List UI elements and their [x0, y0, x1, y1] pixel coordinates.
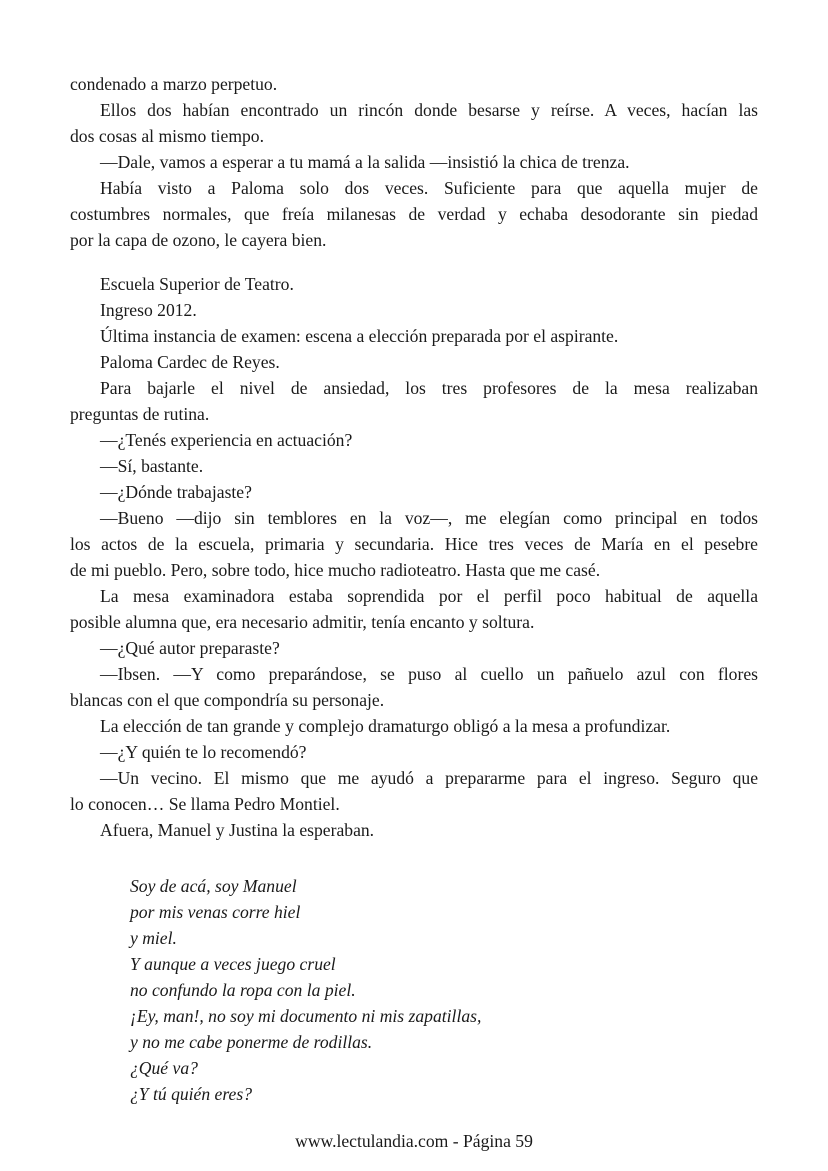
paragraph: [70, 427, 758, 453]
section-one: [70, 71, 758, 253]
text-line: de mi pueblo. Pero, sobre todo, hice mucho radioteatro. Hasta que me casé.: [70, 560, 601, 580]
section-break: [70, 253, 758, 271]
poem-line: Soy de acá, soy Manuel: [130, 876, 297, 896]
paragraph: [70, 149, 758, 175]
paragraph: [70, 713, 758, 739]
page-body: [70, 71, 758, 1107]
poem-line: ¡Ey, man!, no soy mi documento ni mis zapatillas,: [130, 1006, 482, 1026]
text-line: —Ibsen. —Y como preparándose, se puso al cuello un pañuelo azul con flores: [100, 664, 758, 684]
text-line: Paloma Cardec de Reyes.: [100, 352, 280, 372]
paragraph: [70, 479, 758, 505]
text-line: Para bajarle el nivel de ansiedad, los tres profesores de la mesa realizaban: [100, 378, 758, 398]
poem-line: por mis venas corre hiel: [130, 902, 301, 922]
paragraph: [70, 375, 758, 427]
section-two: [70, 271, 758, 843]
text-line: Última instancia de examen: escena a elección preparada por el aspirante.: [100, 326, 619, 346]
poem-line: y no me cabe ponerme de rodillas.: [130, 1032, 373, 1052]
poem-line: Y aunque a veces juego cruel: [130, 954, 336, 974]
text-line: Había visto a Paloma solo dos veces. Suficiente para que aquella mujer de: [100, 178, 758, 198]
text-line: —¿Dónde trabajaste?: [100, 482, 252, 502]
paragraph: [70, 739, 758, 765]
paragraph: [70, 635, 758, 661]
text-line: por la capa de ozono, le cayera bien.: [70, 230, 327, 250]
text-line: lo conocen… Se llama Pedro Montiel.: [70, 794, 340, 814]
text-line: costumbres normales, que freía milanesas de verdad y echaba desodorante sin piedad: [70, 204, 758, 224]
text-line: —Bueno —dijo sin temblores en la voz—, me elegían como principal en todos: [100, 508, 758, 528]
text-line: los actos de la escuela, primaria y secundaria. Hice tres veces de María en el pesebre: [70, 534, 758, 554]
text-line: —Un vecino. El mismo que me ayudó a prepararme para el ingreso. Seguro que: [100, 768, 758, 788]
paragraph: [70, 765, 758, 817]
paragraph: [70, 817, 758, 843]
paragraph: [70, 175, 758, 253]
paragraph: [70, 453, 758, 479]
text-line: dos cosas al mismo tiempo.: [70, 126, 265, 146]
text-line: —Dale, vamos a esperar a tu mamá a la salida —insistió la chica de trenza.: [100, 152, 630, 172]
paragraph: [70, 583, 758, 635]
paragraph: [70, 71, 758, 97]
text-line: —Sí, bastante.: [100, 456, 204, 476]
text-line: Ellos dos habían encontrado un rincón donde besarse y reírse. A veces, hacían las: [100, 100, 758, 120]
paragraph: [70, 349, 758, 375]
page-footer: www.lectulandia.com - Página 59: [295, 1131, 533, 1151]
poem: [70, 873, 758, 1107]
text-line: La elección de tan grande y complejo dramaturgo obligó a la mesa a profundizar.: [100, 716, 671, 736]
paragraph: [70, 661, 758, 713]
text-line: La mesa examinadora estaba soprendida por el perfil poco habitual de aquella: [100, 586, 758, 606]
text-line: Escuela Superior de Teatro.: [100, 274, 294, 294]
poem-line: y miel.: [130, 928, 177, 948]
text-line: —¿Y quién te lo recomendó?: [100, 742, 307, 762]
text-line: Afuera, Manuel y Justina la esperaban.: [100, 820, 375, 840]
text-line: blancas con el que compondría su personaje.: [70, 690, 385, 710]
text-line: preguntas de rutina.: [70, 404, 210, 424]
text-line: —¿Qué autor preparaste?: [100, 638, 280, 658]
text-line: Ingreso 2012.: [100, 300, 197, 320]
text-line: condenado a marzo perpetuo.: [70, 74, 278, 94]
paragraph: [70, 323, 758, 349]
poem-line: ¿Y tú quién eres?: [130, 1084, 253, 1104]
paragraph: [70, 97, 758, 149]
paragraph: [70, 297, 758, 323]
poem-line: ¿Qué va?: [130, 1058, 198, 1078]
text-line: —¿Tenés experiencia en actuación?: [100, 430, 353, 450]
text-line: posible alumna que, era necesario admitir, tenía encanto y soltura.: [70, 612, 535, 632]
poem-line: no confundo la ropa con la piel.: [130, 980, 356, 1000]
paragraph: [70, 505, 758, 583]
paragraph: [70, 271, 758, 297]
